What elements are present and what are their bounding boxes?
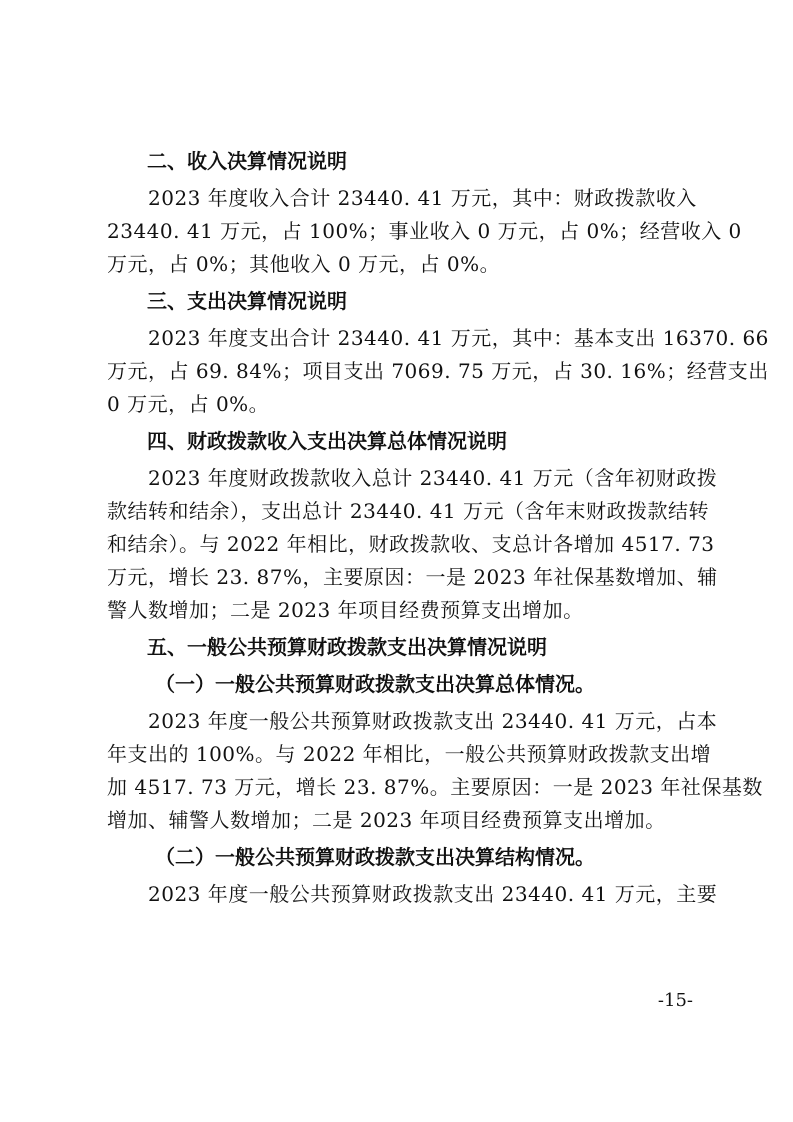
document-body xyxy=(107,145,769,915)
section-paragraph xyxy=(107,705,763,837)
paragraph-line: 2023 年度收入合计 23440. 41 万元，其中：财政拨款收入 xyxy=(107,186,697,210)
paragraph-line: 2023 年度财政拨款收入总计 23440. 41 万元（含年初财政拨 xyxy=(107,466,718,490)
paragraph-line: 万元，占 0%；其他收入 0 万元，占 0%。 xyxy=(107,252,501,276)
paragraph-line: 年支出的 100%。与 2022 年相比，一般公共预算财政拨款支出增 xyxy=(107,742,712,766)
section-heading: 二、收入决算情况说明 xyxy=(147,149,347,173)
page-number: -15- xyxy=(657,990,693,1011)
subsection-structure xyxy=(107,841,718,911)
section-paragraph xyxy=(107,182,742,281)
paragraph-line: 2023 年度一般公共预算财政拨款支出 23440. 41 万元，主要 xyxy=(107,882,718,906)
paragraph-line: 0 万元，占 0%。 xyxy=(107,392,270,416)
section-fiscal-appropriation xyxy=(107,425,718,627)
section-paragraph xyxy=(107,462,718,627)
section-expenditure xyxy=(107,285,769,421)
paragraph-line: 和结余）。与 2022 年相比，财政拨款收、支总计各增加 4517. 73 xyxy=(107,532,715,556)
paragraph-line: 警人数增加；二是 2023 年项目经费预算支出增加。 xyxy=(107,598,584,622)
section-heading: 三、支出决算情况说明 xyxy=(147,289,347,313)
paragraph-line: 增加、辅警人数增加；二是 2023 年项目经费预算支出增加。 xyxy=(107,808,666,832)
section-general-budget xyxy=(107,631,693,664)
section-heading: 五、一般公共预算财政拨款支出决算情况说明 xyxy=(147,635,547,659)
paragraph-line: 万元，增长 23. 87%，主要原因：一是 2023 年社保基数增加、辅 xyxy=(107,565,718,589)
section-paragraph xyxy=(107,878,718,911)
paragraph-line: 万元，占 69. 84%；项目支出 7069. 75 万元，占 30. 16%；经营支出 xyxy=(107,359,769,383)
paragraph-line: 2023 年度一般公共预算财政拨款支出 23440. 41 万元，占本 xyxy=(107,709,718,733)
section-heading: 四、财政拨款收入支出决算总体情况说明 xyxy=(147,429,507,453)
paragraph-line: 23440. 41 万元，占 100%；事业收入 0 万元，占 0%；经营收入 0 xyxy=(107,219,742,243)
paragraph-line: 加 4517. 73 万元，增长 23. 87%。主要原因：一是 2023 年社保基数 xyxy=(107,775,763,799)
paragraph-line: 2023 年度支出合计 23440. 41 万元，其中：基本支出 16370. 66 xyxy=(107,326,769,350)
paragraph-line: 款结转和结余），支出总计 23440. 41 万元（含年末财政拨款结转 xyxy=(107,499,710,523)
section-paragraph xyxy=(107,322,769,421)
subsection-heading: （一）一般公共预算财政拨款支出决算总体情况。 xyxy=(155,672,595,696)
subsection-overall xyxy=(107,668,763,837)
subsection-heading: （二）一般公共预算财政拨款支出决算结构情况。 xyxy=(155,845,595,869)
section-income xyxy=(107,145,742,281)
